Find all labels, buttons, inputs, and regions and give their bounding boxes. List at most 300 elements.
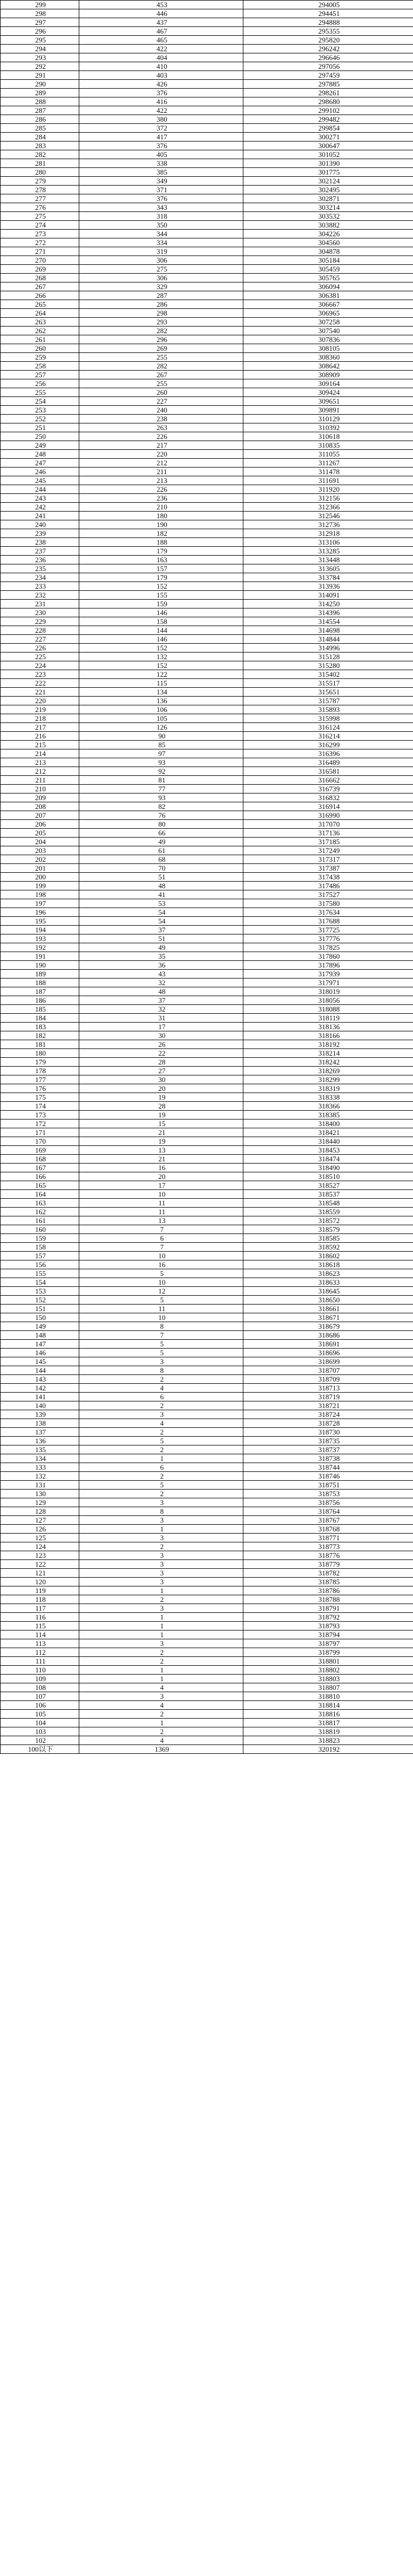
- count-cell: 329: [79, 282, 243, 291]
- count-cell: 90: [79, 732, 243, 741]
- score-cell: 235: [1, 564, 79, 573]
- table-row: [1, 1208, 413, 1216]
- cumulative-cell: 302495: [243, 186, 413, 194]
- score-cell: 248: [1, 450, 79, 459]
- table-row: [1, 600, 413, 608]
- score-cell: 250: [1, 432, 79, 441]
- count-cell: 2: [79, 1490, 243, 1498]
- score-cell: 114: [1, 1631, 79, 1639]
- score-cell: 131: [1, 1481, 79, 1490]
- cumulative-cell: 316990: [243, 811, 413, 820]
- count-cell: 1: [79, 1622, 243, 1631]
- table-row: [1, 626, 413, 635]
- score-cell: 139: [1, 1410, 79, 1419]
- table-row: [1, 1569, 413, 1578]
- count-cell: 92: [79, 767, 243, 776]
- score-cell: 125: [1, 1534, 79, 1542]
- cumulative-cell: 310392: [243, 423, 413, 432]
- cumulative-cell: 317971: [243, 979, 413, 987]
- cumulative-cell: 318119: [243, 1014, 413, 1023]
- table-row: [1, 503, 413, 512]
- cumulative-cell: 313106: [243, 538, 413, 547]
- cumulative-cell: 311920: [243, 485, 413, 494]
- cumulative-cell: 318214: [243, 1049, 413, 1058]
- cumulative-cell: 318299: [243, 1075, 413, 1084]
- score-cell: 267: [1, 282, 79, 291]
- count-cell: 51: [79, 934, 243, 943]
- table-row: [1, 723, 413, 732]
- score-cell: 189: [1, 970, 79, 979]
- count-cell: 282: [79, 327, 243, 335]
- cumulative-cell: 300271: [243, 133, 413, 142]
- count-cell: 3: [79, 1560, 243, 1569]
- score-cell: 187: [1, 987, 79, 996]
- table-row: [1, 1067, 413, 1075]
- table-row: [1, 1551, 413, 1560]
- cumulative-cell: 307540: [243, 327, 413, 335]
- table-row: [1, 635, 413, 644]
- count-cell: 70: [79, 864, 243, 873]
- count-cell: 16: [79, 1164, 243, 1172]
- table-row: [1, 300, 413, 309]
- score-cell: 237: [1, 547, 79, 556]
- table-row: [1, 970, 413, 979]
- count-cell: 2: [79, 1445, 243, 1454]
- score-cell: 251: [1, 423, 79, 432]
- cumulative-cell: 310835: [243, 441, 413, 450]
- table-row: [1, 344, 413, 353]
- count-cell: 180: [79, 512, 243, 520]
- table-row: [1, 855, 413, 864]
- count-cell: 465: [79, 36, 243, 45]
- count-cell: 213: [79, 476, 243, 485]
- count-cell: 3: [79, 1604, 243, 1613]
- cumulative-cell: 315517: [243, 679, 413, 688]
- table-row: [1, 776, 413, 785]
- cumulative-cell: 294888: [243, 18, 413, 27]
- table-row: [1, 846, 413, 855]
- cumulative-cell: 318269: [243, 1067, 413, 1075]
- count-cell: 306: [79, 274, 243, 282]
- count-cell: 296: [79, 335, 243, 344]
- score-cell: 146: [1, 1349, 79, 1357]
- count-cell: 338: [79, 159, 243, 168]
- count-cell: 82: [79, 802, 243, 811]
- cumulative-cell: 305765: [243, 274, 413, 282]
- score-cell: 148: [1, 1331, 79, 1340]
- table-row: [1, 1692, 413, 1701]
- cumulative-cell: 318400: [243, 1119, 413, 1128]
- table-row: [1, 1014, 413, 1023]
- score-cell: 120: [1, 1578, 79, 1586]
- table-row: [1, 150, 413, 159]
- score-cell: 214: [1, 749, 79, 758]
- cumulative-cell: 316662: [243, 776, 413, 785]
- table-row: [1, 987, 413, 996]
- count-cell: 28: [79, 1102, 243, 1111]
- score-cell: 274: [1, 221, 79, 230]
- table-row: [1, 926, 413, 934]
- table-row: [1, 423, 413, 432]
- table-row: [1, 1269, 413, 1278]
- score-cell: 264: [1, 309, 79, 318]
- table-row: [1, 732, 413, 741]
- count-cell: 37: [79, 926, 243, 934]
- cumulative-cell: 318633: [243, 1278, 413, 1287]
- cumulative-cell: 318691: [243, 1340, 413, 1349]
- cumulative-cell: 318019: [243, 987, 413, 996]
- count-cell: 152: [79, 582, 243, 591]
- count-cell: 7: [79, 1225, 243, 1234]
- count-cell: 97: [79, 749, 243, 758]
- count-cell: 410: [79, 62, 243, 71]
- table-row: [1, 670, 413, 679]
- cumulative-cell: 318056: [243, 996, 413, 1005]
- cumulative-cell: 296646: [243, 53, 413, 62]
- score-cell: 110: [1, 1666, 79, 1675]
- cumulative-cell: 307258: [243, 318, 413, 327]
- score-cell: 261: [1, 335, 79, 344]
- count-cell: 105: [79, 714, 243, 723]
- count-cell: 7: [79, 1243, 243, 1252]
- cumulative-cell: 318366: [243, 1102, 413, 1111]
- cumulative-cell: 318623: [243, 1269, 413, 1278]
- table-row: [1, 564, 413, 573]
- cumulative-cell: 318661: [243, 1305, 413, 1313]
- table-row: [1, 1648, 413, 1657]
- table-row: [1, 9, 413, 18]
- cumulative-cell: 318782: [243, 1569, 413, 1578]
- score-cell: 147: [1, 1340, 79, 1349]
- count-cell: 54: [79, 908, 243, 917]
- count-cell: 238: [79, 415, 243, 423]
- cumulative-cell: 318771: [243, 1534, 413, 1542]
- cumulative-cell: 317725: [243, 926, 413, 934]
- count-cell: 287: [79, 291, 243, 300]
- score-cell: 150: [1, 1313, 79, 1322]
- table-row: [1, 327, 413, 335]
- table-row: [1, 1384, 413, 1393]
- count-cell: 405: [79, 150, 243, 159]
- table-row: [1, 1216, 413, 1225]
- cumulative-cell: 318721: [243, 1401, 413, 1410]
- count-cell: 376: [79, 194, 243, 203]
- table-row: [1, 1340, 413, 1349]
- cumulative-cell: 308642: [243, 362, 413, 371]
- count-cell: 275: [79, 265, 243, 274]
- cumulative-cell: 301052: [243, 150, 413, 159]
- score-cell: 230: [1, 608, 79, 617]
- count-cell: 5: [79, 1269, 243, 1278]
- table-row: [1, 979, 413, 987]
- count-cell: 106: [79, 705, 243, 714]
- cumulative-cell: 318719: [243, 1393, 413, 1401]
- score-cell: 109: [1, 1675, 79, 1683]
- count-cell: 179: [79, 547, 243, 556]
- count-cell: 6: [79, 1393, 243, 1401]
- count-cell: 1369: [79, 1745, 243, 1754]
- count-cell: 163: [79, 556, 243, 564]
- cumulative-cell: 315651: [243, 688, 413, 697]
- cumulative-cell: 306381: [243, 291, 413, 300]
- cumulative-cell: 318737: [243, 1445, 413, 1454]
- table-row: [1, 890, 413, 899]
- table-row: [1, 934, 413, 943]
- cumulative-cell: 306667: [243, 300, 413, 309]
- table-row: [1, 371, 413, 379]
- count-cell: 3: [79, 1357, 243, 1366]
- score-cell: 137: [1, 1428, 79, 1437]
- score-cell: 270: [1, 256, 79, 265]
- cumulative-cell: 320192: [243, 1745, 413, 1754]
- table-row: [1, 961, 413, 970]
- count-cell: 2: [79, 1727, 243, 1736]
- cumulative-cell: 318385: [243, 1111, 413, 1119]
- count-cell: 1: [79, 1525, 243, 1534]
- cumulative-cell: 303532: [243, 212, 413, 221]
- count-cell: 4: [79, 1419, 243, 1428]
- cumulative-cell: 316581: [243, 767, 413, 776]
- table-row: [1, 318, 413, 327]
- cumulative-cell: 317939: [243, 970, 413, 979]
- score-cell: 238: [1, 538, 79, 547]
- count-cell: 2: [79, 1595, 243, 1604]
- count-cell: 93: [79, 758, 243, 767]
- count-cell: 152: [79, 661, 243, 670]
- cumulative-cell: 301390: [243, 159, 413, 168]
- cumulative-cell: 308909: [243, 371, 413, 379]
- score-cell: 178: [1, 1067, 79, 1075]
- cumulative-cell: 309164: [243, 379, 413, 388]
- score-cell: 260: [1, 344, 79, 353]
- cumulative-cell: 310129: [243, 415, 413, 423]
- table-row: [1, 1023, 413, 1031]
- score-cell: 112: [1, 1648, 79, 1657]
- cumulative-cell: 312736: [243, 520, 413, 529]
- score-cell: 142: [1, 1384, 79, 1393]
- count-cell: 81: [79, 776, 243, 785]
- cumulative-cell: 316396: [243, 749, 413, 758]
- cumulative-cell: 318585: [243, 1234, 413, 1243]
- count-cell: 260: [79, 388, 243, 397]
- table-row: [1, 1349, 413, 1357]
- score-cell: 156: [1, 1260, 79, 1269]
- cumulative-cell: 318474: [243, 1155, 413, 1164]
- count-cell: 298: [79, 309, 243, 318]
- score-cell: 188: [1, 979, 79, 987]
- count-cell: 3: [79, 1516, 243, 1525]
- score-cell: 167: [1, 1164, 79, 1172]
- score-cell: 145: [1, 1357, 79, 1366]
- cumulative-cell: 318807: [243, 1683, 413, 1692]
- table-row: [1, 494, 413, 503]
- cumulative-cell: 318602: [243, 1252, 413, 1260]
- count-cell: 2: [79, 1472, 243, 1481]
- count-cell: 4: [79, 1701, 243, 1710]
- cumulative-cell: 318751: [243, 1481, 413, 1490]
- score-cell: 286: [1, 115, 79, 124]
- table-row: [1, 1322, 413, 1331]
- table-row: [1, 1507, 413, 1516]
- score-cell: 161: [1, 1216, 79, 1225]
- table-row: [1, 705, 413, 714]
- cumulative-cell: 318713: [243, 1384, 413, 1393]
- score-cell: 232: [1, 591, 79, 600]
- score-cell: 106: [1, 1701, 79, 1710]
- count-cell: 49: [79, 838, 243, 846]
- table-row: [1, 1049, 413, 1058]
- count-cell: 31: [79, 1014, 243, 1023]
- table-row: [1, 89, 413, 97]
- count-cell: 28: [79, 1058, 243, 1067]
- cumulative-cell: 318671: [243, 1313, 413, 1322]
- score-cell: 123: [1, 1551, 79, 1560]
- table-row: [1, 432, 413, 441]
- score-cell: 258: [1, 362, 79, 371]
- score-cell: 166: [1, 1172, 79, 1181]
- table-row: [1, 794, 413, 802]
- count-cell: 293: [79, 318, 243, 327]
- count-cell: 157: [79, 564, 243, 573]
- count-cell: 30: [79, 1031, 243, 1040]
- score-cell: 140: [1, 1401, 79, 1410]
- cumulative-cell: 311055: [243, 450, 413, 459]
- count-cell: 115: [79, 679, 243, 688]
- score-cell: 132: [1, 1472, 79, 1481]
- count-cell: 417: [79, 133, 243, 142]
- count-cell: 2: [79, 1648, 243, 1657]
- table-row: [1, 291, 413, 300]
- table-row: [1, 1155, 413, 1164]
- score-cell: 192: [1, 943, 79, 952]
- table-row: [1, 168, 413, 177]
- count-cell: 13: [79, 1216, 243, 1225]
- score-cell: 259: [1, 353, 79, 362]
- count-cell: 5: [79, 1437, 243, 1445]
- count-cell: 319: [79, 247, 243, 256]
- table-row: [1, 688, 413, 697]
- table-row: [1, 282, 413, 291]
- score-cell: 210: [1, 785, 79, 794]
- cumulative-cell: 318510: [243, 1172, 413, 1181]
- table-row: [1, 952, 413, 961]
- table-row: [1, 309, 413, 318]
- score-cell: 199: [1, 882, 79, 890]
- score-cell: 143: [1, 1375, 79, 1384]
- score-cell: 272: [1, 238, 79, 247]
- score-cell: 176: [1, 1084, 79, 1093]
- cumulative-cell: 318724: [243, 1410, 413, 1419]
- score-cell: 269: [1, 265, 79, 274]
- count-cell: 20: [79, 1084, 243, 1093]
- cumulative-cell: 317776: [243, 934, 413, 943]
- cumulative-cell: 318814: [243, 1701, 413, 1710]
- table-row: [1, 415, 413, 423]
- score-cell: 119: [1, 1586, 79, 1595]
- cumulative-cell: 318793: [243, 1622, 413, 1631]
- cumulative-cell: 299102: [243, 106, 413, 115]
- count-cell: 43: [79, 970, 243, 979]
- table-row: [1, 1745, 413, 1754]
- count-cell: 51: [79, 873, 243, 882]
- cumulative-cell: 305184: [243, 256, 413, 265]
- cumulative-cell: 312546: [243, 512, 413, 520]
- count-cell: 267: [79, 371, 243, 379]
- table-row: [1, 1454, 413, 1463]
- cumulative-cell: 318686: [243, 1331, 413, 1340]
- score-cell: 297: [1, 18, 79, 27]
- score-cell: 280: [1, 168, 79, 177]
- score-cell: 165: [1, 1181, 79, 1190]
- count-cell: 32: [79, 1005, 243, 1014]
- table-row: [1, 1542, 413, 1551]
- count-cell: 211: [79, 468, 243, 476]
- count-cell: 53: [79, 899, 243, 908]
- count-cell: 7: [79, 1331, 243, 1340]
- score-cell: 213: [1, 758, 79, 767]
- score-cell: 154: [1, 1278, 79, 1287]
- table-row: [1, 767, 413, 776]
- table-row: [1, 908, 413, 917]
- table-row: [1, 1252, 413, 1260]
- count-cell: 5: [79, 1349, 243, 1357]
- score-cell: 163: [1, 1199, 79, 1208]
- count-cell: 155: [79, 591, 243, 600]
- table-row: [1, 512, 413, 520]
- score-cell: 239: [1, 529, 79, 538]
- table-row: [1, 230, 413, 238]
- count-cell: 3: [79, 1498, 243, 1507]
- score-cell: 245: [1, 476, 79, 485]
- cumulative-cell: 317486: [243, 882, 413, 890]
- count-cell: 17: [79, 1023, 243, 1031]
- table-row: [1, 1481, 413, 1490]
- cumulative-cell: 318785: [243, 1578, 413, 1586]
- cumulative-cell: 317825: [243, 943, 413, 952]
- score-cell: 155: [1, 1269, 79, 1278]
- table-row: [1, 1305, 413, 1313]
- table-row: [1, 53, 413, 62]
- cumulative-cell: 318679: [243, 1322, 413, 1331]
- table-row: [1, 1287, 413, 1296]
- count-cell: 263: [79, 423, 243, 432]
- score-cell: 177: [1, 1075, 79, 1084]
- cumulative-cell: 318699: [243, 1357, 413, 1366]
- table-row: [1, 653, 413, 661]
- count-cell: 236: [79, 494, 243, 503]
- table-row: [1, 1102, 413, 1111]
- table-row: [1, 142, 413, 150]
- count-cell: 27: [79, 1067, 243, 1075]
- cumulative-cell: 318527: [243, 1181, 413, 1190]
- count-cell: 1: [79, 1586, 243, 1595]
- cumulative-cell: 316299: [243, 741, 413, 749]
- count-cell: 1: [79, 1666, 243, 1675]
- score-cell: 256: [1, 379, 79, 388]
- table-row: [1, 1727, 413, 1736]
- table-row: [1, 1164, 413, 1172]
- count-cell: 35: [79, 952, 243, 961]
- table-row: [1, 864, 413, 873]
- score-cell: 222: [1, 679, 79, 688]
- cumulative-cell: 318490: [243, 1164, 413, 1172]
- score-cell: 211: [1, 776, 79, 785]
- cumulative-cell: 309424: [243, 388, 413, 397]
- table-row: [1, 1719, 413, 1727]
- table-row: [1, 1111, 413, 1119]
- score-cell: 138: [1, 1419, 79, 1428]
- table-row: [1, 1613, 413, 1622]
